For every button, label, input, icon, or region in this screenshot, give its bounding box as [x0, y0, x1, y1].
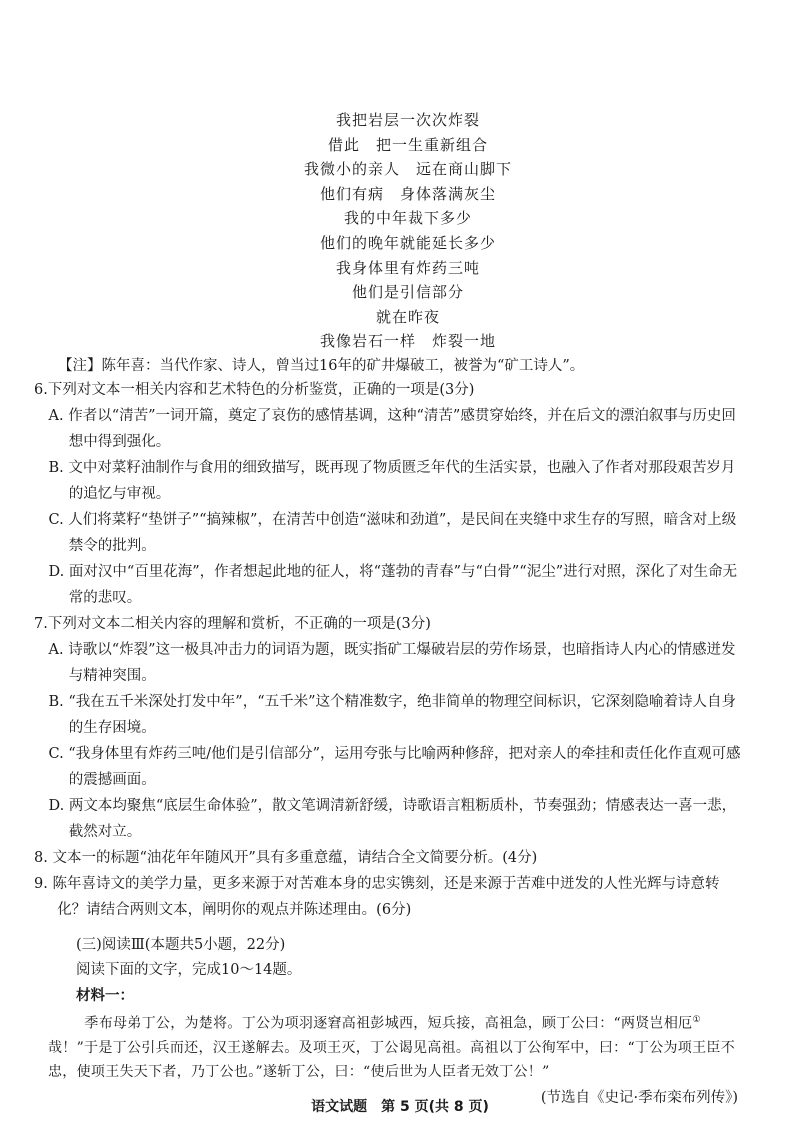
question-7	[34, 611, 746, 845]
page-footer: 语文试题 第 5 页(共 8 页)	[311, 1099, 489, 1115]
option-a: A. 诗歌以“炸裂”这一极具冲击力的词语为题，既实指矿工爆破岩层的劳作场景，也暗指诗人内心的情感迸发与精神突围。	[48, 641, 736, 684]
material-text-part2: 哉！”于是丁公引兵而还，汉王遂解去。及项王灭，丁公谒见高祖。高祖以丁公徇军中，曰：“丁公为项王臣不忠，使项王失天下者，乃丁公也。”遂斩丁公，曰：“使后世为人臣者无效丁公！”	[48, 1039, 736, 1080]
question-8	[34, 845, 746, 871]
option-c: C. 人们将菜籽“垫饼子”“搞辣椒”，在清苦中创造“滋味和劲道”，是民间在夹缝中求生存的写照，暗含对上级禁令的批判。	[48, 511, 737, 554]
option-d: D. 两文本均聚焦“底层生命体验”，散文笔调清新舒缓，诗歌语言粗粝质朴，节奏强劲；情感表达一喜一悲，截然对立。	[48, 797, 737, 840]
question-stem: 6.下列对文本一相关内容和艺术特色的分析鉴赏，正确的一项是(3分)	[34, 381, 475, 398]
poem-line: 我微小的亲人 远在商山脚下	[303, 160, 512, 179]
question-9	[34, 871, 746, 923]
material-label: 材料一：	[76, 986, 134, 1004]
poem	[70, 108, 746, 354]
material-text-part1: 季布母弟丁公，为楚将。丁公为项羽逐窘高祖彭城西，短兵接，高祖急，顾丁公曰：“两贤岂相厄	[84, 1015, 693, 1032]
option-c: C. “我身体里有炸药三吨/他们是引信部分”，运用夸张与比喻两种修辞，把对亲人的牵挂和责任化作直观可感的震撼画面。	[48, 745, 741, 788]
question-6	[34, 377, 746, 611]
reading-section-3	[34, 933, 746, 1008]
section-title: (三)阅读Ⅲ(本题共5小题，22分)	[76, 936, 286, 953]
poem-line: 我把岩层一次次炸裂	[335, 111, 480, 129]
poem-line: 他们有病 身体落满灰尘	[319, 184, 496, 203]
question-9-text: 9. 陈年喜诗文的美学力量，更多来源于对苦难本身的忠实镌刻，还是来源于苦难中迸发的人性光辉与诗意转化？请结合两则文本，阐明你的观点并陈述理由。(6分)	[34, 875, 720, 918]
section-instruction: 阅读下面的文字，完成10～14题。	[76, 961, 302, 978]
option-d: D. 面对汉中“百里花海”，作者想起此地的征人，将“蓬勃的青春”与“白骨”“泥尘”进行对照，深化了对生命无常的悲叹。	[48, 563, 738, 606]
poem-line: 借此 把一生重新组合	[327, 135, 488, 154]
poem-line: 我像岩石一样 炸裂一地	[319, 332, 496, 351]
question-8-text: 8. 文本一的标题“油花年年随风开”具有多重意蕴，请结合全文简要分析。(4分)	[34, 849, 538, 866]
question-stem: 7.下列对文本二相关内容的理解和赏析，不正确的一项是(3分)	[34, 615, 431, 632]
material-source: (节选自《史记·季布栾布列传》)	[540, 1089, 738, 1106]
option-a: A. 作者以“清苦”一词开篇，奠定了哀伤的感情基调，这种“清苦”感贯穿始终，并在后文的漂泊叙事与历史回想中得到强化。	[48, 407, 736, 450]
poem-line: 我的中年裁下多少	[343, 209, 472, 228]
poem-line: 就在昨夜	[375, 307, 440, 326]
material-one-text	[34, 1008, 746, 1084]
poem-line: 我身体里有炸药三吨	[335, 258, 480, 277]
poem-line: 他们是引信部分	[351, 283, 464, 302]
option-b: B. “我在五千米深处打发中年”，“五千米”这个精准数字，绝非简单的物理空间标识，它深刻隐喻着诗人自身的生存困境。	[48, 693, 737, 736]
option-b: B. 文中对菜籽油制作与食用的细致描写，既再现了物质匮乏年代的生活实景，也融入了作者对那段艰苦岁月的追忆与审视。	[48, 459, 736, 502]
poem-line: 他们的晚年就能延长多少	[319, 233, 496, 252]
author-note: 【注】陈年喜：当代作家、诗人，曾当过16年的矿井爆破工，被誉为“矿工诗人”。	[58, 357, 585, 374]
footnote-marker: ①	[692, 1014, 701, 1025]
